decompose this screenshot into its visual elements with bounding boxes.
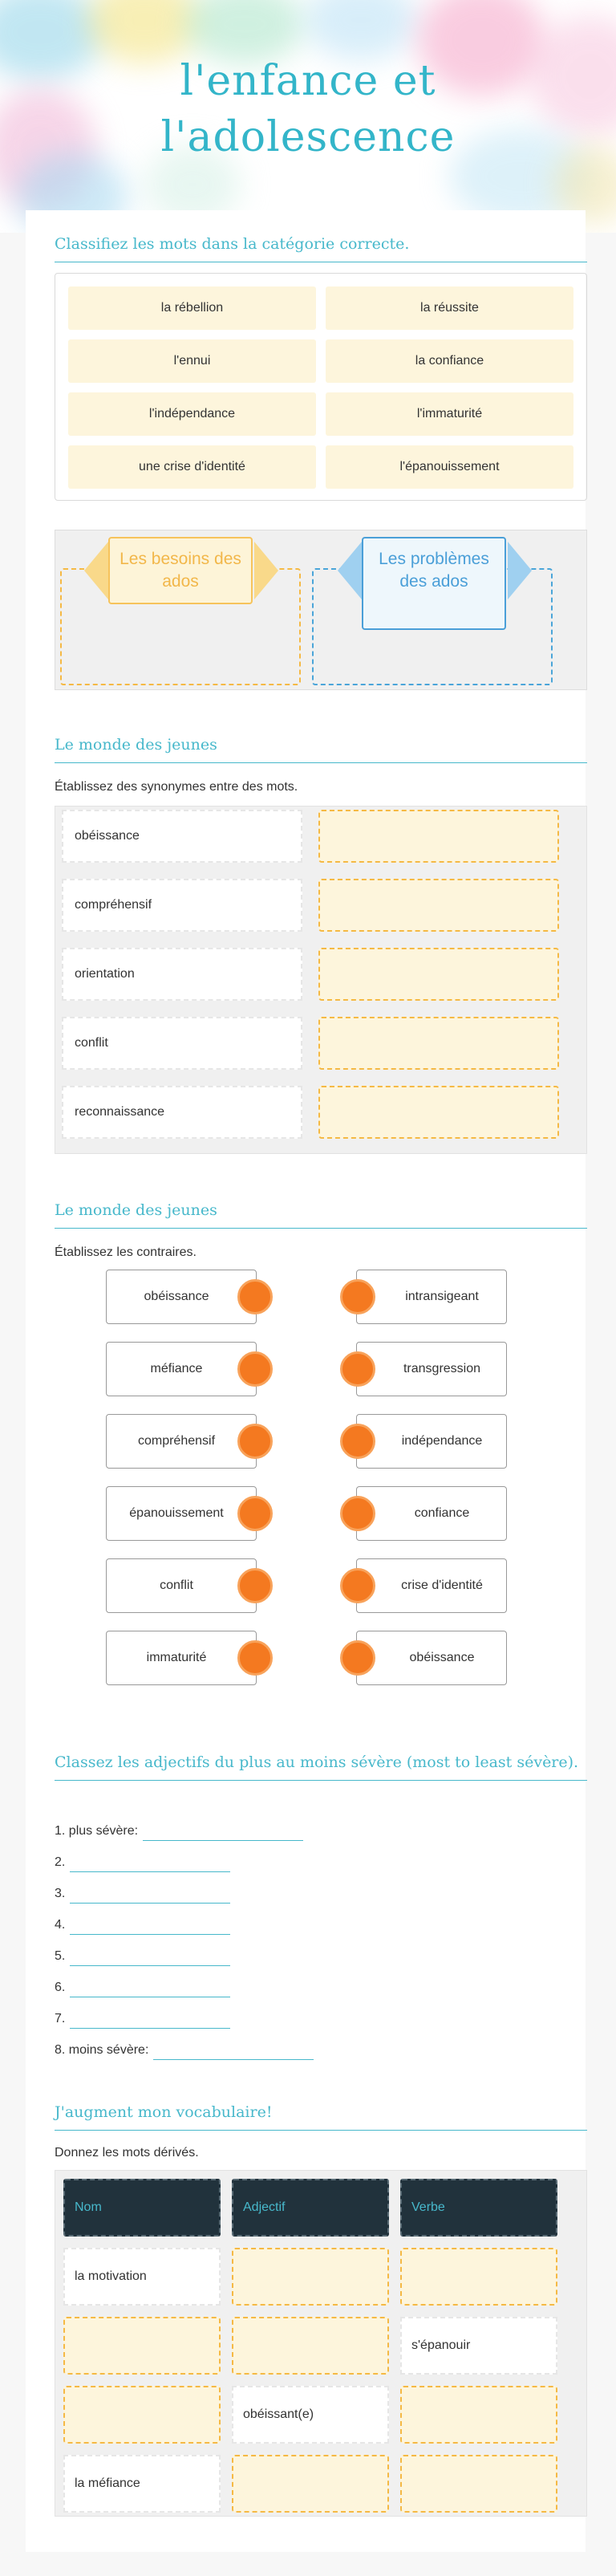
page-title [0,53,616,165]
category-label-problems: Les problèmes des ados [362,537,506,630]
order-answer-blank[interactable] [70,1919,230,1935]
ribbon-tail [338,542,362,599]
match-item-right[interactable]: intransigeant [356,1270,507,1324]
order-item [55,2009,230,2029]
match-connector-dot[interactable] [340,1640,375,1676]
order-item-label: 4. [55,1918,66,1932]
match-item-left[interactable]: méfiance [106,1342,257,1396]
word-chip[interactable]: une crise d'identité [68,445,316,489]
match-connector-dot[interactable] [340,1279,375,1314]
table-given-word: obéissant(e) [232,2386,389,2444]
instruction-vocabulary: Donnez les mots dérivés. [55,2146,199,2160]
table-drop-zone[interactable] [400,2455,557,2513]
synonym-word: obéissance [62,810,302,863]
match-connector-dot[interactable] [340,1568,375,1603]
order-item-label: 7. [55,2012,66,2025]
match-item-right[interactable]: indépendance [356,1414,507,1469]
category-area [55,530,587,690]
match-item-right[interactable]: confiance [356,1486,507,1541]
table-header-cell: Verbe [400,2179,557,2237]
section-title-vocabulary: J'augment mon vocabulaire! [55,2101,587,2131]
table-given-word: la motivation [63,2248,221,2306]
synonyms-grid [55,806,587,1154]
match-connector-dot[interactable] [237,1640,273,1676]
table-header-cell: Nom [63,2179,221,2237]
table-header-cell: Adjectif [232,2179,389,2237]
order-item-label: 8. moins sévère: [55,2043,149,2057]
hero-banner [0,0,616,233]
synonym-drop-zone[interactable] [318,879,559,932]
table-drop-zone[interactable] [232,2317,389,2375]
word-chip[interactable]: l'épanouissement [326,445,573,489]
match-connector-dot[interactable] [237,1351,273,1387]
match-connector-dot[interactable] [237,1279,273,1314]
ribbon-tail [508,542,532,599]
match-connector-dot[interactable] [340,1424,375,1459]
page-title-line-1: l'enfance et [180,57,436,105]
match-connector-dot[interactable] [237,1496,273,1531]
table-given-word: s'épanouir [400,2317,557,2375]
match-item-right[interactable]: obéissance [356,1631,507,1685]
word-chip[interactable]: la rébellion [68,286,316,330]
synonym-row [62,945,580,1004]
order-item-label: 2. [55,1855,66,1869]
match-item-right[interactable]: crise d'identité [356,1558,507,1613]
synonym-drop-zone[interactable] [318,810,559,863]
synonym-drop-zone[interactable] [318,1017,559,1070]
table-drop-zone[interactable] [232,2455,389,2513]
section-title-classify: Classifiez les mots dans la catégorie correcte. [55,233,587,262]
order-answer-blank[interactable] [70,1950,230,1966]
synonym-drop-zone[interactable] [318,1086,559,1139]
table-drop-zone[interactable] [63,2317,221,2375]
table-drop-zone[interactable] [63,2386,221,2444]
match-connector-dot[interactable] [237,1568,273,1603]
ribbon-tail [84,542,108,599]
table-given-word: la méfiance [63,2455,221,2513]
vocabulary-table [55,2170,587,2517]
word-chip[interactable]: l'immaturité [326,392,573,436]
order-item-label: 5. [55,1949,66,1963]
synonym-word: conflit [62,1017,302,1070]
match-item-left[interactable]: compréhensif [106,1414,257,1469]
instruction-contraries: Établissez les contraires. [55,1245,197,1259]
word-chip[interactable]: la réussite [326,286,573,330]
word-bank [55,273,587,501]
order-answer-blank[interactable] [70,1856,230,1872]
order-item-label: 3. [55,1887,66,1900]
synonym-row [62,807,580,866]
order-item [55,1978,230,1997]
synonym-row [62,1014,580,1073]
ribbon-tail [254,542,278,599]
order-item-label: 1. plus sévère: [55,1824,139,1838]
word-chip[interactable]: l'indépendance [68,392,316,436]
worksheet-card [26,210,586,2552]
order-item [55,1916,230,1935]
order-answer-blank[interactable] [143,1825,303,1841]
section-title-synonyms: Le monde des jeunes [55,733,587,763]
page-title-line-2: l'adolescence [160,113,456,161]
order-item [55,1853,230,1872]
order-item [55,1947,230,1966]
synonym-row [62,1083,580,1142]
order-answer-blank[interactable] [153,2044,314,2060]
order-item [55,2041,314,2060]
order-item [55,1884,230,1904]
table-drop-zone[interactable] [400,2386,557,2444]
synonym-word: compréhensif [62,879,302,932]
match-item-left[interactable]: épanouissement [106,1486,257,1541]
section-title-contraries: Le monde des jeunes [55,1199,587,1229]
watercolor-splash [305,0,417,60]
order-answer-blank[interactable] [70,2013,230,2029]
synonym-row [62,876,580,935]
synonym-drop-zone[interactable] [318,948,559,1001]
order-item [55,1822,303,1841]
category-label-needs: Les besoins des ados [108,537,253,604]
section-title-ordering: Classez les adjectifs du plus au moins sévère (most to least sévère). [55,1751,587,1781]
match-item-left[interactable]: conflit [106,1558,257,1613]
synonym-word: reconnaissance [62,1086,302,1139]
match-connector-dot[interactable] [340,1496,375,1531]
order-answer-blank[interactable] [70,1887,230,1904]
table-drop-zone[interactable] [232,2248,389,2306]
word-chip[interactable]: l'ennui [68,339,316,383]
match-connector-dot[interactable] [237,1424,273,1459]
match-item-right[interactable]: transgression [356,1342,507,1396]
table-drop-zone[interactable] [400,2248,557,2306]
instruction-synonyms: Établissez des synonymes entre des mots. [55,780,298,794]
order-item-label: 6. [55,1981,66,1994]
match-connector-dot[interactable] [340,1351,375,1387]
synonym-word: orientation [62,948,302,1001]
match-item-left[interactable]: obéissance [106,1270,257,1324]
match-item-left[interactable]: immaturité [106,1631,257,1685]
order-answer-blank[interactable] [70,1981,230,1997]
word-chip[interactable]: la confiance [326,339,573,383]
